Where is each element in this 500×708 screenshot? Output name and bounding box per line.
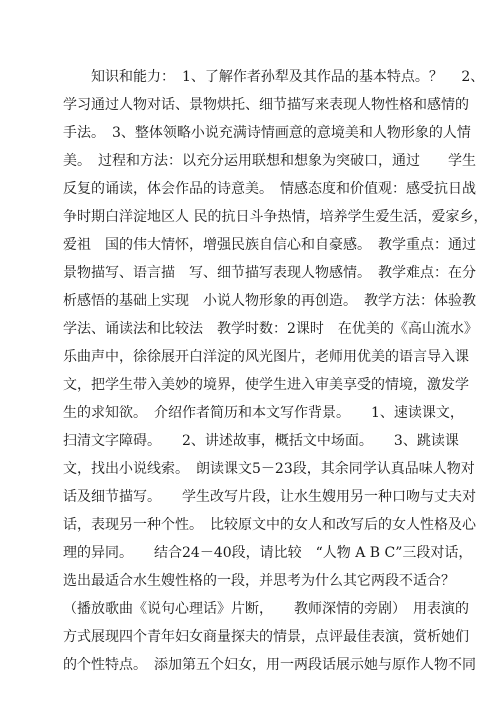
text-line: 学法、诵读法和比较法 教学时数：2课时 在优美的《高山流水》 bbox=[63, 321, 478, 337]
text-line: 方式展现四个青年妇女商量探夫的情景，点评最佳表演，赏析她们 bbox=[63, 629, 469, 645]
text-line: 争时期白洋淀地区人 民的抗日斗争热情，培养学生爱生活，爱家乡， bbox=[63, 209, 488, 225]
text-line: 学习通过人物对话、景物烘托、细节描写来表现人物性格和感情的 bbox=[63, 97, 469, 113]
text-line: 知识和能力： 1、了解作者孙犁及其作品的基本特点。？ 2、 bbox=[63, 69, 485, 85]
text-line: 选出最适合水生嫂性格的一段，并思考为什么其它两段不适合？ bbox=[63, 573, 455, 589]
text-line: 生的求知欲。 介绍作者简历和本文写作背景。 1、速读课文， bbox=[63, 405, 464, 421]
text-line: 文，找出小说线索。 朗读课文5－23段，其余同学认真品味人物对 bbox=[63, 461, 475, 477]
text-line: 析感悟的基础上实现 小说人物形象的再创造。 教学方法：体验教 bbox=[63, 293, 476, 309]
text-line: 手法。 3、整体领略小说充满诗情画意的意境美和人物形象的人情 bbox=[63, 125, 471, 141]
text-line: 的个性特点。 添加第五个妇女，用一两段话展示她与原作人物不同 bbox=[63, 657, 476, 673]
text-line: 话，表现另一种个性。 比较原文中的女人和改写后的女人性格及心 bbox=[63, 517, 476, 533]
text-line: 景物描写、语言描 写、细节描写表现人物感情。 教学难点：在分 bbox=[63, 265, 476, 281]
text-line: （播放歌曲《说句心理话》片断， 教师深情的旁剧） 用表演的 bbox=[63, 601, 469, 617]
text-line: 美。 过程和方法：以充分运用联想和想象为突破口，通过 学生 bbox=[63, 153, 476, 169]
text-line: 爱祖 国的伟大情怀，增强民族自信心和自豪感。 教学重点：通过 bbox=[63, 237, 476, 253]
text-line: 话及细节描写。 学生改写片段，让水生嫂用另一种口吻与丈夫对 bbox=[63, 489, 476, 505]
text-line: 文，把学生带入美妙的境界，使学生进入审美享受的情境，激发学 bbox=[63, 377, 469, 393]
text-line: 理的异同。 结合24－40段，请比较 “人物 A B C”三段对话， bbox=[63, 545, 473, 561]
text-line: 反复的诵读，体会作品的诗意美。 情感态度和价值观：感受抗日战 bbox=[63, 181, 476, 197]
text-line: 扫清文字障碍。 2、讲述故事，概括文中场面。 3、跳读课 bbox=[63, 433, 459, 449]
text-line: 乐曲声中，徐徐展开白洋淀的风光图片，老师用优美的语言导入课 bbox=[63, 349, 469, 365]
